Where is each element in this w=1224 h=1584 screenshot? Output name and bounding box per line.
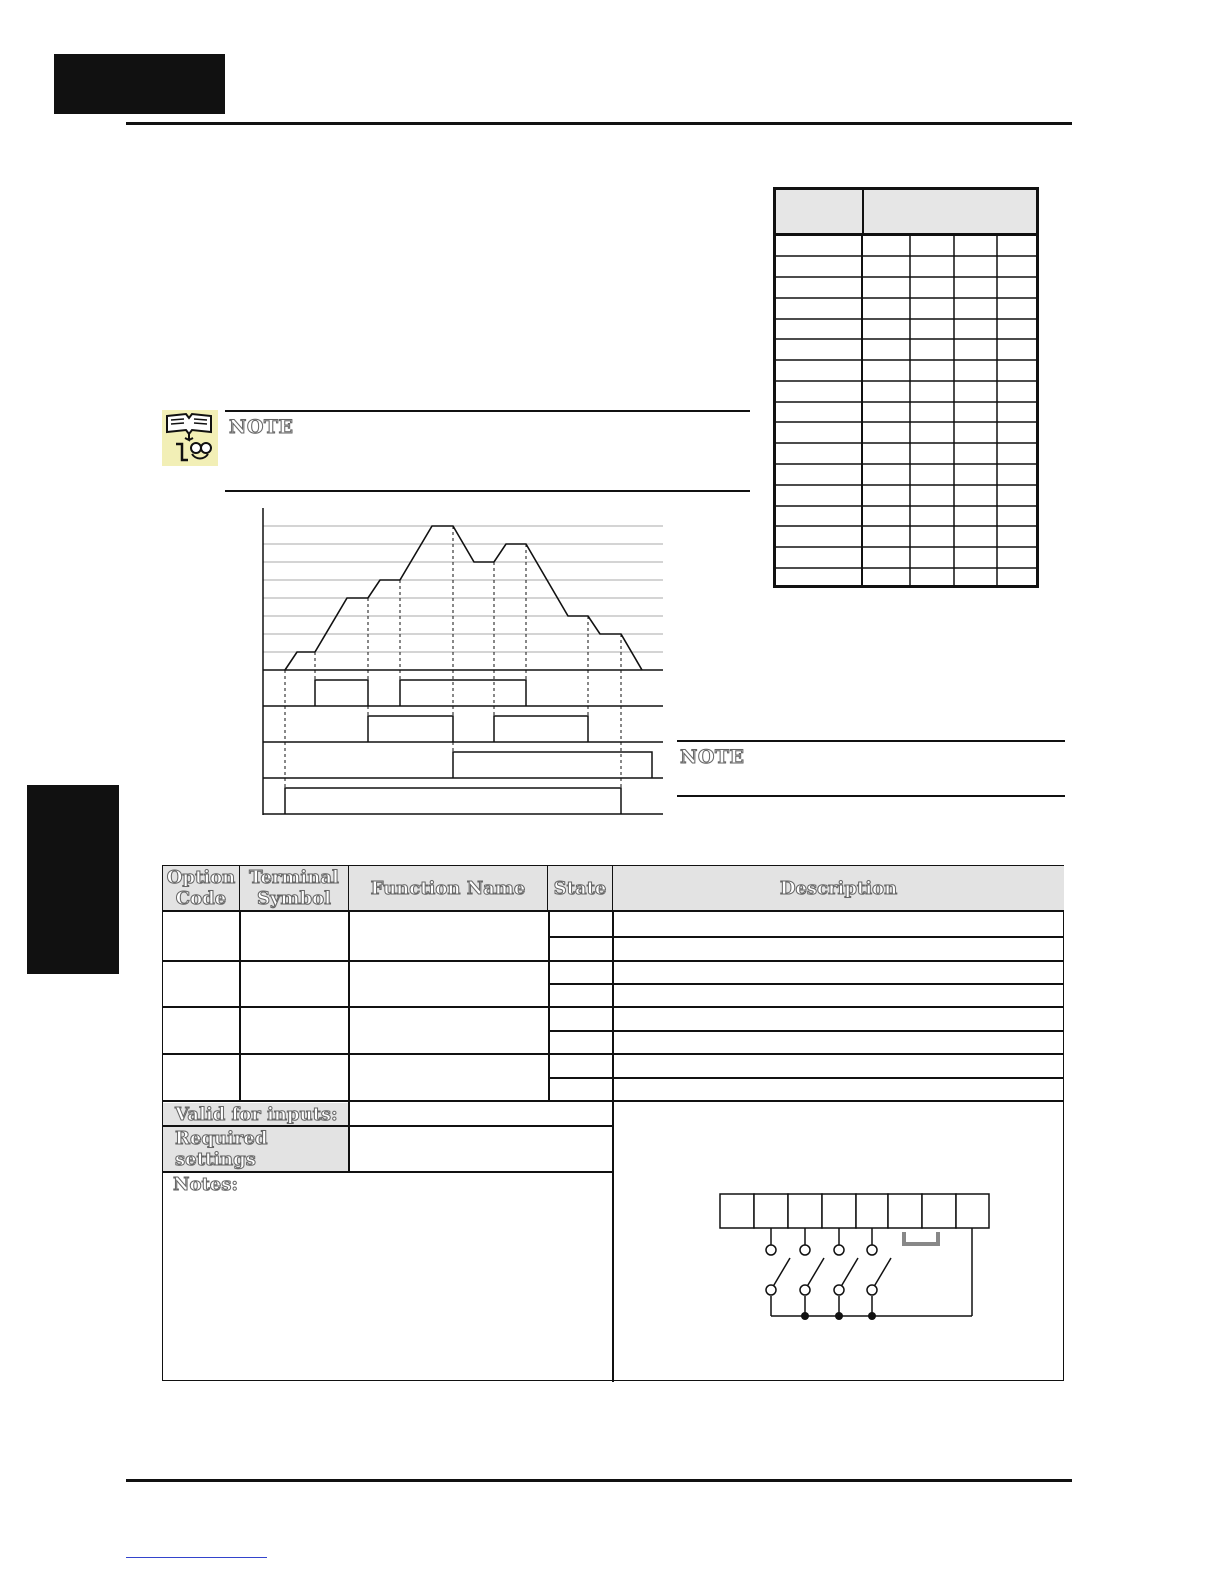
note-book-icon	[162, 410, 218, 466]
required-bottom-line	[163, 1171, 613, 1173]
header-description: Description	[613, 866, 1064, 912]
row-line-4	[163, 1100, 1064, 1102]
valid-for-inputs-label: Valid for inputs:	[163, 1103, 348, 1125]
footer-rule	[126, 1479, 1072, 1482]
header-function-name: Function Name	[349, 866, 548, 912]
notes-label: Notes:	[173, 1174, 239, 1195]
header-option-line1: Option	[166, 867, 236, 888]
row-line-2	[163, 1006, 1064, 1008]
speed-table-grid	[776, 233, 1036, 588]
row-line-1	[163, 960, 1064, 962]
note2-label: NOTE	[680, 746, 745, 768]
header-rule	[126, 122, 1072, 125]
side-chapter-tab	[27, 785, 119, 974]
multispeed-timing-diagram	[255, 505, 667, 820]
header-terminal-line1: Terminal	[249, 867, 339, 888]
note2-bottom-rule	[677, 795, 1065, 797]
note1-label: NOTE	[229, 416, 294, 438]
row-line-c1	[548, 1030, 1064, 1032]
note1-top-rule	[225, 410, 750, 412]
speed-table-header-divider	[862, 190, 864, 236]
note1-bottom-rule	[225, 490, 750, 492]
header-option-line2: Code	[175, 888, 227, 909]
header-option-code	[163, 866, 240, 912]
valid-divider	[348, 1102, 350, 1172]
function-table	[162, 865, 1064, 1381]
row-line-b1	[548, 983, 1064, 985]
terminal-wiring-diagram	[718, 1192, 993, 1322]
header-terminal-symbol	[240, 866, 349, 912]
header-terminal-line2: Symbol	[257, 888, 331, 909]
row-line-3	[163, 1053, 1064, 1055]
chapter-tab	[54, 54, 225, 114]
header-state: State	[548, 866, 613, 912]
footer-link-underline[interactable]	[126, 1557, 267, 1558]
note2-top-rule	[677, 740, 1065, 742]
row-line-a1	[548, 936, 1064, 938]
speed-table-header	[776, 190, 1036, 236]
required-settings-label: Required settings	[163, 1127, 348, 1171]
row-line-d1	[548, 1077, 1064, 1079]
speed-select-table	[773, 187, 1039, 588]
